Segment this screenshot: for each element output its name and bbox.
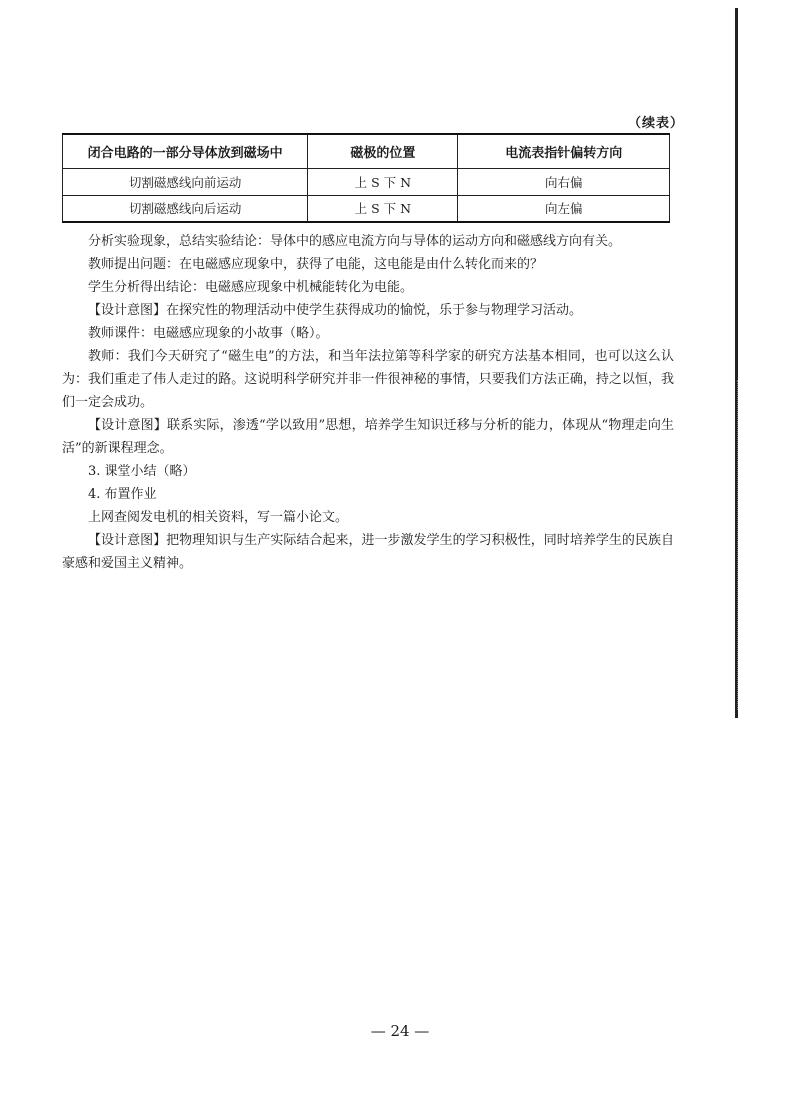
- paragraph-analysis: 分析实验现象，总结实验结论：导体中的感应电流方向与导体的运动方向和磁感线方向有关。: [88, 234, 622, 249]
- paragraph-teacher-question: 教师提出问题：在电磁感应现象中，获得了电能，这电能是由什么转化而来的？: [88, 257, 544, 272]
- table-row: [63, 195, 670, 222]
- paragraph-summary-heading: 3. 课堂小结（略）: [88, 464, 196, 479]
- body-text: [62, 230, 674, 575]
- table-cell-motion: 切割磁感线向前运动: [63, 168, 308, 195]
- table-header-conductor: 闭合电路的一部分导体放到磁场中: [63, 134, 308, 168]
- paragraph-homework: 上网查阅发电机的相关资料，写一篇小论文。: [88, 510, 349, 525]
- table-cell-deflection: 向右偏: [458, 168, 670, 195]
- paragraph-homework-heading: 4. 布置作业: [88, 487, 157, 502]
- table-header-row: [63, 134, 670, 168]
- paragraph-design-intent-2: 【设计意图】联系实际，渗透“学以致用”思想，培养学生知识迁移与分析的能力，体现从“物理走向生活”的新课程理念。: [62, 418, 674, 456]
- paragraph-courseware: 教师课件：电磁感应现象的小故事（略）。: [88, 326, 329, 341]
- table-header-magnet-position: 磁极的位置: [308, 134, 458, 168]
- table-cell-motion: 切割磁感线向后运动: [63, 195, 308, 222]
- paragraph-teacher-remark: 教师：我们今天研究了“磁生电”的方法，和当年法拉第等科学家的研究方法基本相同，也可以这么认为：我们重走了伟人走过的路。这说明科学研究并非一件很神秘的事情，只要我们方法正确，持之以恒，我们一定会成功。: [62, 349, 674, 410]
- table-header-needle-direction: 电流表指针偏转方向: [458, 134, 670, 168]
- continued-table-label: （续表）: [628, 116, 685, 131]
- table-cell-magnet: 上 S 下 N: [308, 195, 458, 222]
- paragraph-design-intent-3: 【设计意图】把物理知识与生产实际结合起来，进一步激发学生的学习积极性，同时培养学生的民族自豪感和爱国主义精神。: [62, 533, 674, 571]
- binding-edge-dots: [737, 380, 739, 710]
- table-cell-deflection: 向左偏: [458, 195, 670, 222]
- experiment-table: [62, 133, 670, 223]
- paragraph-student-conclusion: 学生分析得出结论：电磁感应现象中机械能转化为电能。: [88, 280, 414, 295]
- page-number: — 24 —: [370, 1022, 430, 1040]
- table-cell-magnet: 上 S 下 N: [308, 168, 458, 195]
- paragraph-design-intent-1: 【设计意图】在探究性的物理活动中使学生获得成功的愉悦，乐于参与物理学习活动。: [88, 303, 583, 318]
- table-row: [63, 168, 670, 195]
